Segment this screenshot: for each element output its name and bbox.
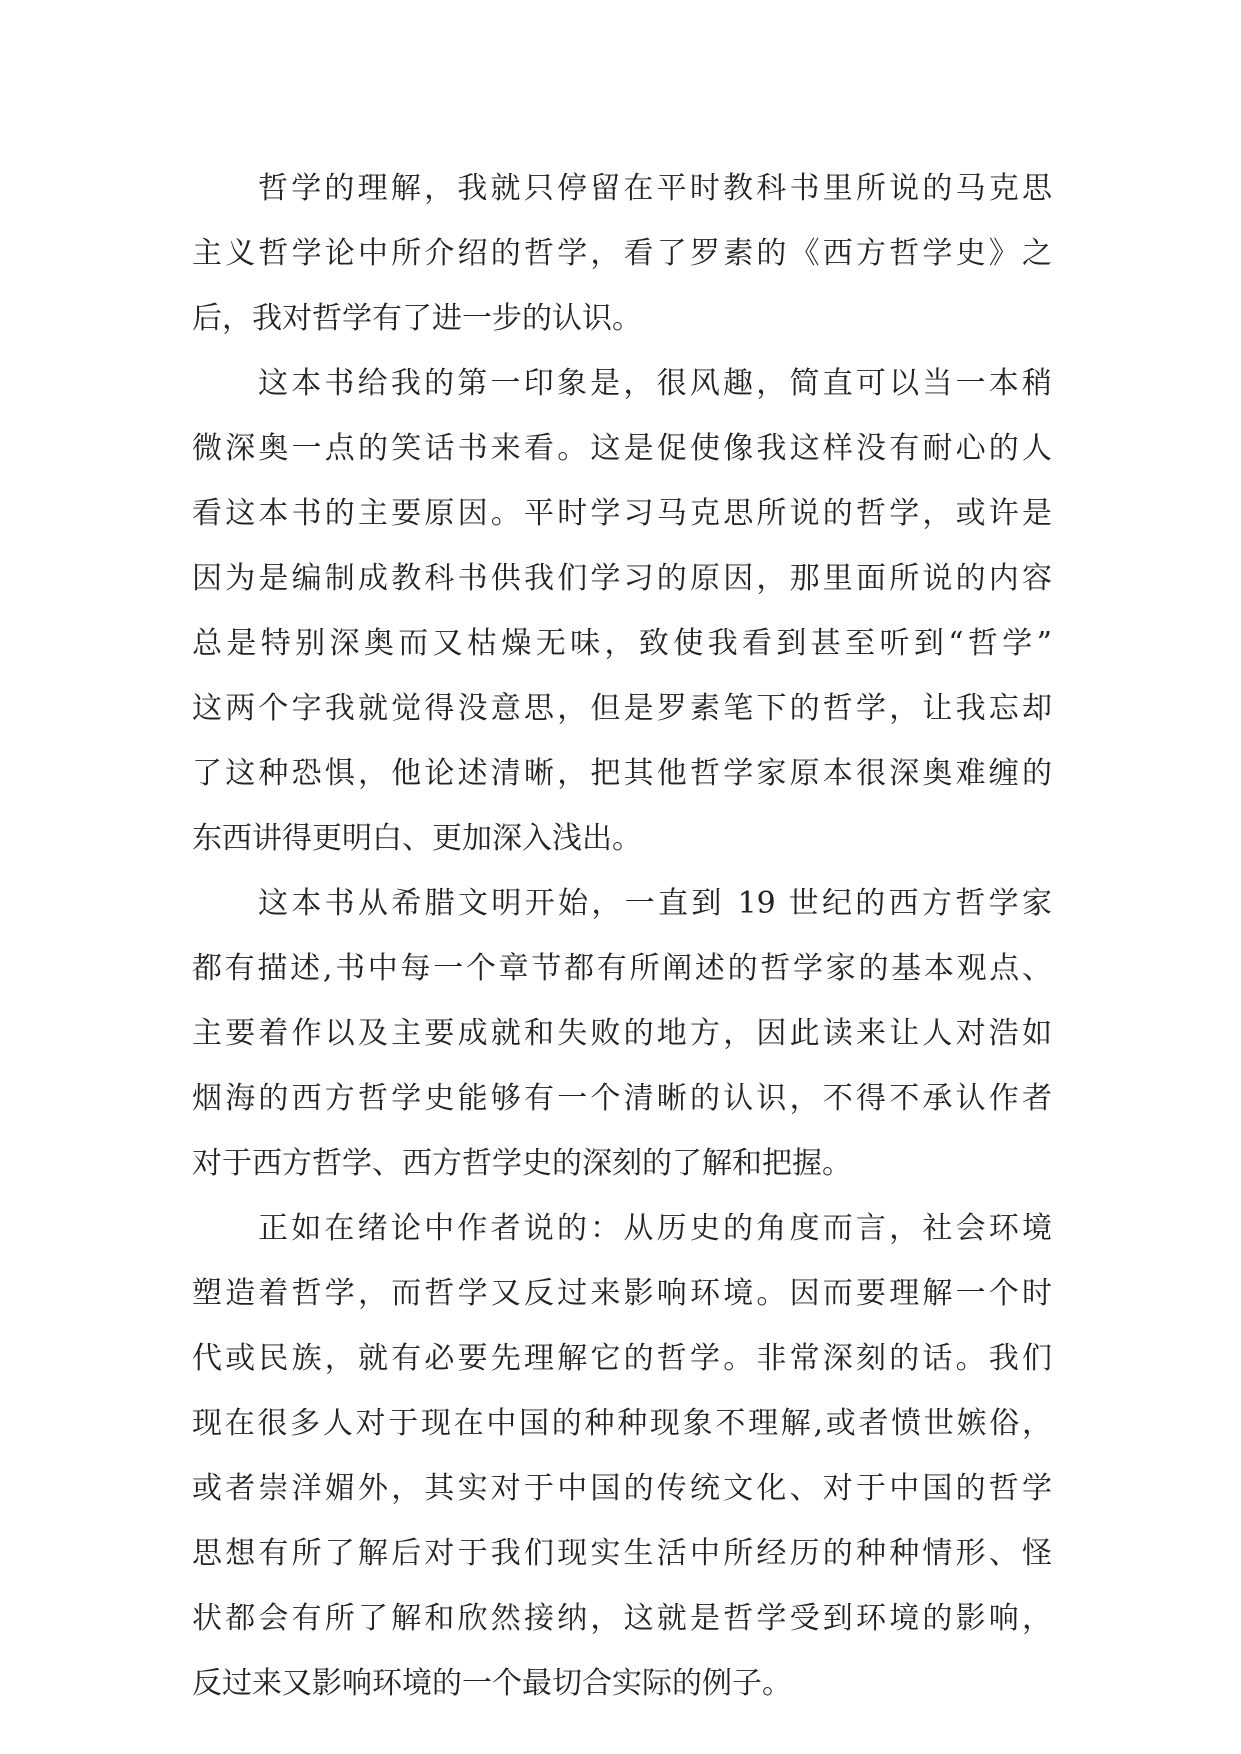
text-line: 东西讲得更明白、更加深入浅出。 xyxy=(192,821,642,856)
paragraph-3 xyxy=(192,871,1052,1196)
text-line: 或者崇洋媚外，其实对于中国的传统文化、对于中国的哲学 xyxy=(192,1471,1052,1506)
paragraph-1 xyxy=(192,156,1052,351)
text-line: 塑造着哲学，而哲学又反过来影响环境。因而要理解一个时 xyxy=(192,1276,1052,1311)
text-line: 正如在绪论中作者说的：从历史的角度而言，社会环境 xyxy=(258,1211,1052,1246)
text-line: 烟海的西方哲学史能够有一个清晰的认识，不得不承认作者 xyxy=(192,1081,1052,1116)
text-line: 总是特别深奥而又枯燥无味，致使我看到甚至听到“哲学” xyxy=(192,626,1052,661)
text-line: 代或民族，就有必要先理解它的哲学。非常深刻的话。我们 xyxy=(192,1341,1052,1376)
text-line: 哲学的理解，我就只停留在平时教科书里所说的马克思 xyxy=(258,171,1052,206)
text-line: 现在很多人对于现在中国的种种现象不理解,或者愤世嫉俗， xyxy=(192,1406,1052,1441)
text-line: 对于西方哲学、西方哲学史的深刻的了解和把握。 xyxy=(192,1146,852,1181)
text-line: 思想有所了解后对于我们现实生活中所经历的种种情形、怪 xyxy=(192,1536,1052,1571)
text-line: 这两个字我就觉得没意思，但是罗素笔下的哲学，让我忘却 xyxy=(192,691,1052,726)
paragraph-4 xyxy=(192,1196,1052,1716)
text-line: 状都会有所了解和欣然接纳，这就是哲学受到环境的影响， xyxy=(192,1601,1052,1636)
text-line: 看这本书的主要原因。平时学习马克思所说的哲学，或许是 xyxy=(192,496,1052,531)
text-line: 反过来又影响环境的一个最切合实际的例子。 xyxy=(192,1666,792,1701)
text-line: 这本书给我的第一印象是，很风趣，简直可以当一本稍 xyxy=(258,366,1052,401)
text-line: 因为是编制成教科书供我们学习的原因，那里面所说的内容 xyxy=(192,561,1052,596)
text-line: 主要着作以及主要成就和失败的地方，因此读来让人对浩如 xyxy=(192,1016,1052,1051)
body-text xyxy=(192,156,1052,1716)
paragraph-2 xyxy=(192,351,1052,871)
text-line: 这本书从希腊文明开始，一直到 19 世纪的西方哲学家 xyxy=(258,886,1052,921)
text-line: 微深奥一点的笑话书来看。这是促使像我这样没有耐心的人 xyxy=(192,431,1052,466)
text-line: 后，我对哲学有了进一步的认识。 xyxy=(192,301,642,336)
text-line: 都有描述,书中每一个章节都有所阐述的哲学家的基本观点、 xyxy=(192,951,1052,986)
text-line: 主义哲学论中所介绍的哲学，看了罗素的《西方哲学史》之 xyxy=(192,236,1052,271)
text-line: 了这种恐惧，他论述清晰，把其他哲学家原本很深奥难缠的 xyxy=(192,756,1052,791)
